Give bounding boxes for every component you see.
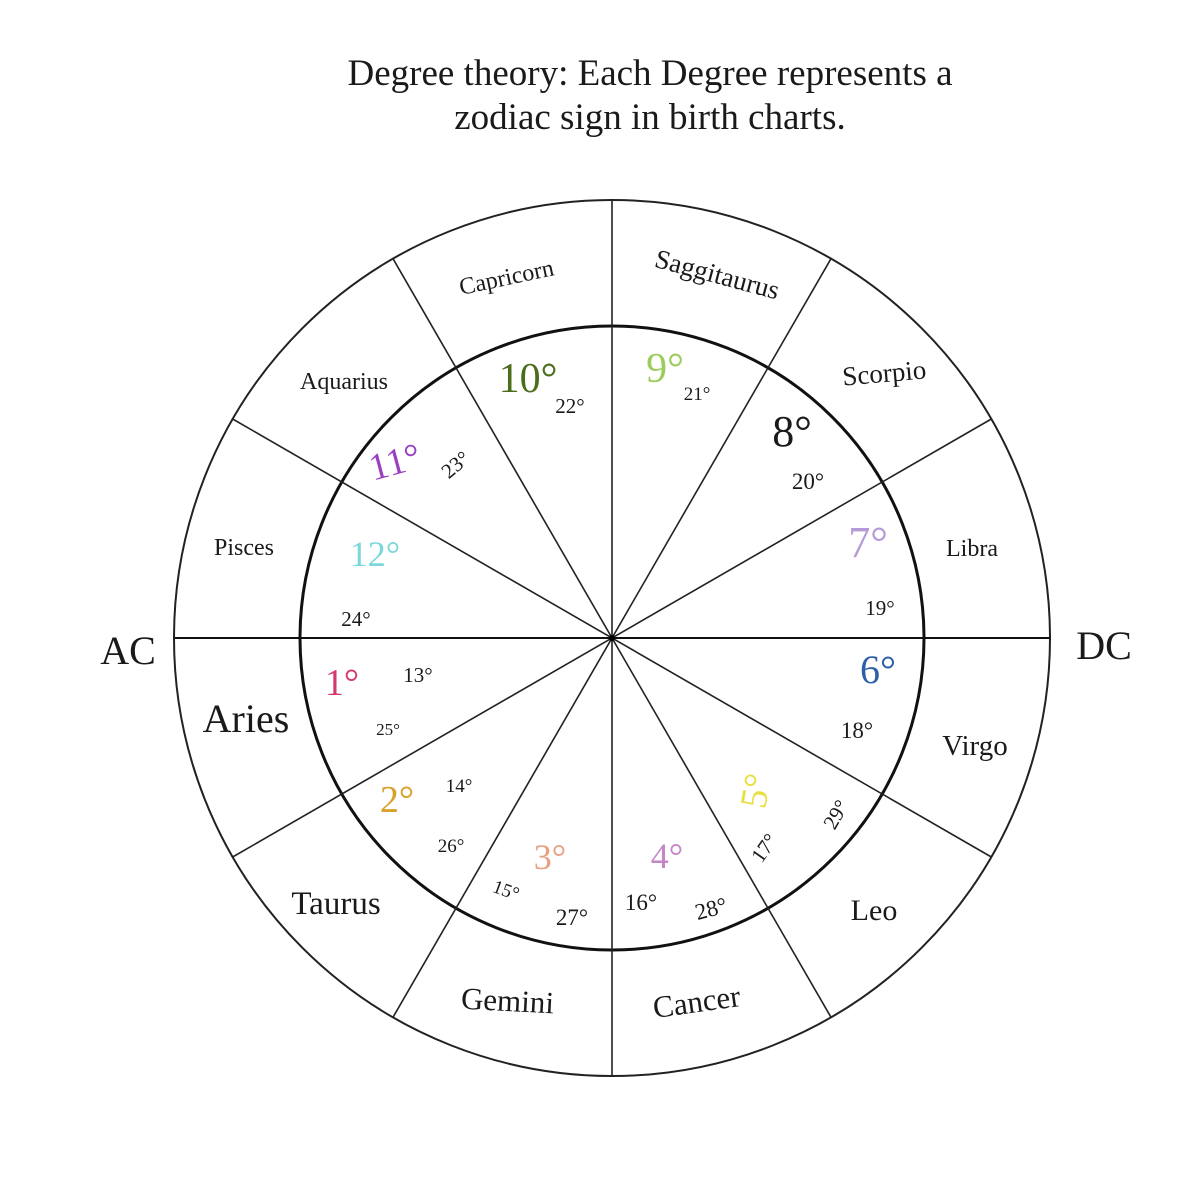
sign-label-leo: Leo: [850, 894, 898, 927]
secondary-degree-label: 29°: [818, 795, 854, 834]
ascendant-label: AC: [100, 628, 156, 673]
secondary-degree-label: 18°: [840, 718, 874, 743]
sign-label-pisces: Pisces: [214, 535, 274, 561]
sign-label-saggitaurus: Saggitaurus: [651, 243, 783, 306]
sign-label-gemini: Gemini: [460, 980, 555, 1021]
house-degree-3: 3°: [533, 837, 567, 877]
secondary-degree-label: 14°: [445, 776, 473, 797]
house-degree-5: 5°: [732, 770, 780, 812]
house-degree-1: 1°: [324, 662, 360, 704]
secondary-degree-label: 23°: [436, 445, 475, 484]
secondary-degree-label: 15°: [489, 876, 522, 906]
sign-label-libra: Libra: [946, 536, 998, 562]
secondary-degree-label: 19°: [865, 596, 895, 620]
secondary-degree-label: 13°: [403, 663, 433, 687]
secondary-degree-label: 17°: [746, 829, 783, 867]
secondary-degree-label: 27°: [555, 905, 589, 930]
house-degree-2: 2°: [379, 779, 415, 821]
house-degree-8: 8°: [772, 407, 812, 456]
secondary-degree-label: 20°: [791, 469, 825, 494]
secondary-degree-label: 16°: [624, 890, 658, 915]
sign-label-scorpio: Scorpio: [841, 354, 928, 392]
secondary-degree-label: 26°: [437, 836, 465, 857]
secondary-degree-label: 21°: [683, 384, 711, 405]
house-degree-9: 9°: [646, 346, 684, 392]
descendant-label: DC: [1076, 623, 1132, 668]
house-degree-4: 4°: [650, 836, 684, 876]
title-line-1: Degree theory: Each Degree represents a: [347, 53, 953, 94]
house-degree-11: 11°: [364, 435, 426, 490]
sign-label-cancer: Cancer: [650, 978, 743, 1026]
secondary-degree-label: 24°: [341, 607, 371, 631]
center-point: [609, 635, 615, 641]
house-degree-7: 7°: [848, 518, 888, 567]
house-degree-10: 10°: [498, 356, 558, 402]
secondary-degree-label: 28°: [692, 892, 730, 925]
sign-label-aquarius: Aquarius: [300, 369, 388, 395]
secondary-degree-label: 22°: [555, 394, 585, 418]
house-degree-12: 12°: [349, 534, 401, 574]
sign-label-capricorn: Capricorn: [456, 255, 557, 301]
sign-label-aries: Aries: [202, 696, 290, 741]
house-degree-6: 6°: [860, 647, 896, 692]
sign-label-virgo: Virgo: [942, 730, 1008, 762]
title-line-2: zodiac sign in birth charts.: [454, 97, 846, 138]
secondary-degree-label: 25°: [376, 720, 400, 739]
sign-label-taurus: Taurus: [291, 886, 381, 922]
